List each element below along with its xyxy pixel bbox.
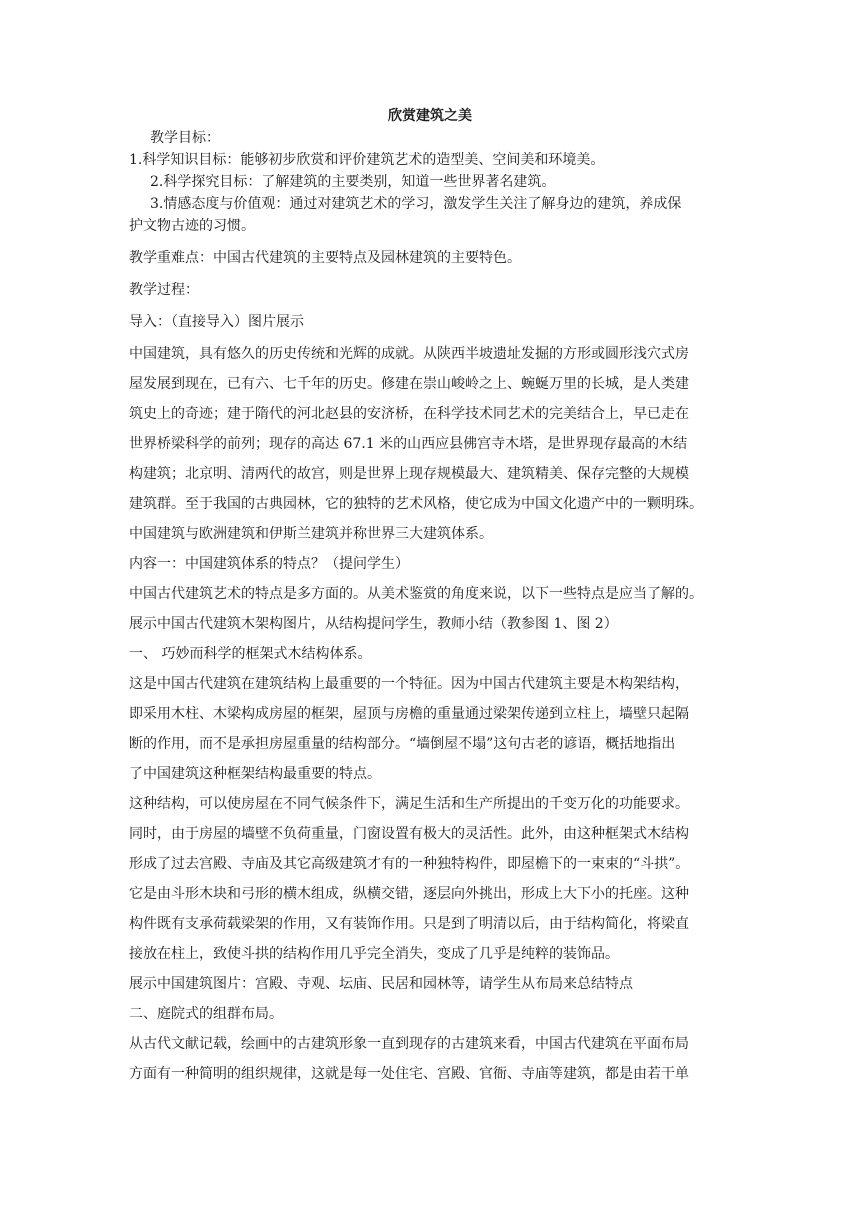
paragraph-line: 同时，由于房屋的墙壁不负荷重量，门窗设置有极大的灵活性。此外，由这种框架式木结构 xyxy=(129,826,689,842)
paragraph-line: 这是中国古代建筑在建筑结构上最重要的一个特征。因为中国古代建筑主要是木构架结构， xyxy=(129,676,689,692)
paragraph-line: 它是由斗形木块和弓形的横木组成，纵横交错，逐层向外挑出，形成上大下小的托座。这种 xyxy=(129,886,689,902)
paragraph-line: 二、庭院式的组群布局。 xyxy=(129,1006,283,1022)
paragraph-line: 中国建筑与欧洲建筑和伊斯兰建筑并称世界三大建筑体系。 xyxy=(129,526,493,542)
paragraph-line: 方面有一种简明的组织规律，这就是每一处住宅、宫殿、官衙、寺庙等建筑，都是由若干单 xyxy=(129,1066,689,1082)
paragraph-line: 构件既有支承荷载梁架的作用，又有装饰作用。只是到了明清以后，由于结构简化，将梁直 xyxy=(129,916,689,932)
paragraph-line: 建筑群。至于我国的古典园林，它的独特的艺术风格，使它成为中国文化遗产中的一颗明珠。 xyxy=(129,496,703,512)
paragraph-line: 一、 巧妙而科学的框架式木结构体系。 xyxy=(129,646,372,662)
paragraph-line: 3.情感态度与价值观：通过对建筑艺术的学习，激发学生关注了解身边的建筑，养成保 xyxy=(150,196,682,212)
paragraph-line: 这种结构，可以使房屋在不同气候条件下，满足生活和生产所提出的千变万化的功能要求。 xyxy=(129,796,689,812)
paragraph-line: 1.科学知识目标：能够初步欣赏和评价建筑艺术的造型美、空间美和环境美。 xyxy=(129,152,605,168)
paragraph-line: 内容一：中国建筑体系的特点？（提问学生） xyxy=(129,556,409,572)
paragraph-line: 构建筑；北京明、清两代的故宫，则是世界上现存规模最大、建筑精美、保存完整的大规模 xyxy=(129,466,689,482)
paragraph-line: 即采用木柱、木梁构成房屋的框架，屋顶与房檐的重量通过梁架传递到立柱上，墙壁只起隔 xyxy=(129,706,689,722)
paragraph-line: 筑史上的奇迹；建于隋代的河北赵县的安济桥，在科学技术同艺术的完美结合上，早已走在 xyxy=(129,406,689,422)
paragraph-line: 导入：（直接导入）图片展示 xyxy=(129,314,304,330)
paragraph-line: 了中国建筑这种框架结构最重要的特点。 xyxy=(129,766,381,782)
paragraph-line: 护文物古迹的习惯。 xyxy=(129,218,255,234)
paragraph-line: 教学目标： xyxy=(150,130,220,146)
paragraph-line: 屋发展到现在，已有六、七千年的历史。修建在崇山峻岭之上、蜿蜒万里的长城，是人类建 xyxy=(129,376,689,392)
paragraph-line: 中国古代建筑艺术的特点是多方面的。从美术鉴赏的角度来说，以下一些特点是应当了解的。 xyxy=(129,586,703,602)
paragraph-line: 2.科学探究目标：了解建筑的主要类别，知道一些世界著名建筑。 xyxy=(150,174,556,190)
paragraph-line: 从古代文献记载，绘画中的古建筑形象一直到现存的古建筑来看，中国古代建筑在平面布局 xyxy=(129,1036,689,1052)
paragraph-line: 展示中国古代建筑木架构图片，从结构提问学生，教师小结（教参图 1、图 2） xyxy=(129,616,618,632)
paragraph-line: 教学过程： xyxy=(129,282,199,298)
paragraph-line: 接放在柱上，致使斗拱的结构作用几乎完全消失，变成了几乎是纯粹的装饰品。 xyxy=(129,946,619,962)
paragraph-line: 世界桥梁科学的前列；现存的高达 67.1 米的山西应县佛宫寺木塔，是世界现存最高的木结 xyxy=(129,436,688,452)
paragraph-line: 展示中国建筑图片：宫殿、寺观、坛庙、民居和园林等，请学生从布局来总结特点 xyxy=(129,976,633,992)
paragraph-line: 中国建筑，具有悠久的历史传统和光辉的成就。从陕西半坡遗址发掘的方形或圆形浅穴式房 xyxy=(129,346,689,362)
paragraph-line: 教学重难点：中国古代建筑的主要特点及园林建筑的主要特色。 xyxy=(129,250,521,266)
document-title: 欣赏建筑之美 xyxy=(388,108,472,124)
paragraph-line: 形成了过去宫殿、寺庙及其它高级建筑才有的一种独特构件，即屋檐下的一束束的“斗拱”。 xyxy=(129,856,690,872)
paragraph-line: 断的作用，而不是承担房屋重量的结构部分。“墙倒屋不塌”这句古老的谚语，概括地指出 xyxy=(129,736,676,752)
